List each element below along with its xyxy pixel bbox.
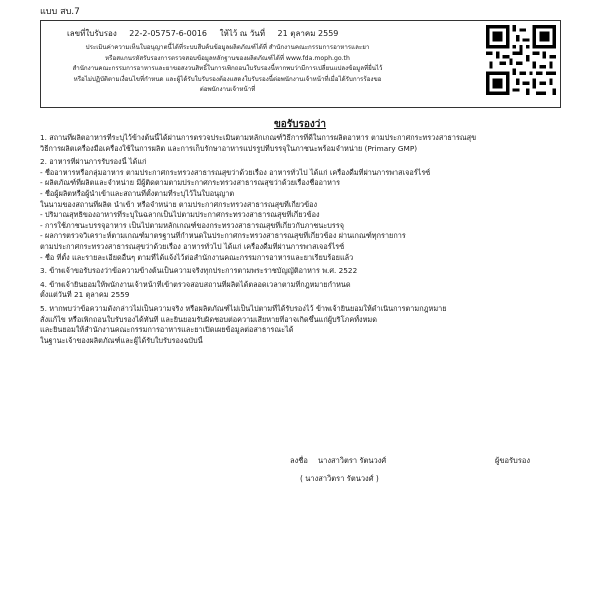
body-line: สั่งแก้ไข หรือเพิกถอนใบรับรองได้ทันที และยินยอมรับผิดชอบต่อความเสียหายที่อาจเกิดขึ้นแก่ผู้บริโภคทั้งหมด [40, 314, 377, 324]
body-line: 4. ข้าพเจ้ายินยอมให้พนักงานเจ้าหน้าที่เข้าตรวจสอบสถานที่ผลิตได้ตลอดเวลาตามที่กฎหมายกำหนด [40, 279, 351, 289]
header-note: ประเมินค่าความเห็นใบอนุญาตนี้ได้ที่ระบบสืบค้นข้อมูลผลิตภัณฑ์ได้ที่ สำนักงานคณะกรรมการอาหารและยา [85, 44, 370, 51]
body-line: - การใช้ภาชนะบรรจุอาหาร เป็นไปตามหลักเกณฑ์ของกระทรวงสาธารณสุขที่เกี่ยวกับภาชนะบรรจุ [40, 220, 345, 230]
body-line: - ผลิตภัณฑ์ที่ผลิตและจำหน่าย มีผู้ติดตามตามประกาศกระทรวงสาธารณสุขว่าด้วยเรื่องชื่ออาหาร [40, 178, 340, 188]
issue-date: 21 ตุลาคม 2559 [277, 29, 339, 38]
certificate-header-box [40, 20, 561, 108]
body-line: ตามประกาศกระทรวงสาธารณสุขว่าด้วยเรื่อง อาหารทั่วไป ได้แก่ เครื่องดื่มที่ผ่านการพาสเจอร์ไรซ์ [40, 241, 345, 251]
body-line: ตั้งแต่วันที่ 21 ตุลาคม 2559 [40, 290, 130, 300]
body-line: 1. สถานที่ผลิตอาหารที่ระบุไว้ข้างต้นนี้ได้ผ่านการตรวจประเมินตามหลักเกณฑ์วิธีการที่ดีในการผลิตอาหาร ตามประกาศกระทรวงสาธารณสุข [40, 133, 477, 142]
body-line: - ปริมาณสุทธิของอาหารที่ระบุในฉลากเป็นไปตามประกาศกระทรวงสาธารณสุขที่เกี่ยวข้อง [40, 210, 320, 220]
body-line: - ชื่อผู้ผลิตหรือผู้นำเข้าและสถานที่ตั้งตามที่ระบุไว้ในใบอนุญาต [40, 188, 235, 198]
body-line: - ชื่ออาหารหรือกลุ่มอาหาร ตามประกาศกระทรวงสาธารณสุขว่าด้วยเรื่อง อาหารทั่วไป ได้แก่ เครื่องดื่มที่ผ่านการพาสเจอร์ไรซ์ [40, 167, 431, 177]
header-note: สำนักงานคณะกรรมการอาหารและยาขอสงวนสิทธิ์ในการเพิกถอนใบรับรองนี้หากพบว่ามีการเปลี่ยนแปลงข้อมูลที่ยื่นไว้ [72, 65, 383, 72]
document-title: ขอรับรองว่า [273, 119, 327, 130]
body-line: 5. หากพบว่าข้อความดังกล่าวไม่เป็นความจริง หรือผลิตภัณฑ์ไม่เป็นไปตามที่ได้รับรองไว้ ข้าพเจ้ายินยอมให้ดำเนินการตามกฎหมาย [40, 303, 447, 313]
body-line: - ผลการตรวจวิเคราะห์ตามเกณฑ์มาตรฐานที่กำหนดในประกาศกระทรวงสาธารณสุขที่เกี่ยวข้อง ผ่านเกณฑ์ทุกรายการ [40, 231, 406, 241]
header-notes [45, 43, 410, 96]
body-line: ในฐานะเจ้าของผลิตภัณฑ์และผู้ได้รับใบรับรองฉบับนี้ [40, 335, 203, 345]
body-line: 2. อาหารที่ผ่านการรับรองนี้ ได้แก่ [40, 157, 147, 167]
doc-label: เลขที่ใบรับรอง [67, 29, 117, 38]
header-note: หรือสแกนรหัสรับรองการตรวจสอบข้อมูลหลักฐานของผลิตภัณฑ์ได้ที่ www.fda.moph.go.th [105, 54, 350, 62]
header-note: หรือไม่ปฏิบัติตามเงื่อนไขที่กำหนด และผู้ได้รับใบรับรองต้องแสดงใบรับรองนี้ต่อพนักงานเจ้าหน้าที่เมื่อได้รับการร้องขอ [73, 75, 382, 83]
body-line: และยินยอมให้สำนักงานคณะกรรมการอาหารและยาเปิดเผยข้อมูลต่อสาธารณะได้ [40, 325, 294, 335]
body-line: 3. ข้าพเจ้าขอรับรองว่าข้อความข้างต้นเป็นความจริงทุกประการตามพระราชบัญญัติอาหาร พ.ศ. 2522 [40, 266, 358, 276]
header-note: ต่อพนักงานเจ้าหน้าที่ [199, 86, 256, 93]
certificate-body [40, 133, 565, 346]
issue-label: ให้ไว้ ณ วันที่ [219, 29, 265, 38]
form-code: แบบ สบ.7 [40, 7, 80, 17]
signer-name-parenthesized: ( นางสาวิตรา รัตนวงศ์ ) [300, 474, 379, 483]
signer-role: ผู้ขอรับรอง [495, 456, 531, 465]
signature-prefix: ลงชื่อ [290, 456, 308, 465]
body-line: ในนามของสถานที่ผลิต นำเข้า หรือจำหน่าย ตามประกาศกระทรวงสาธารณสุขที่เกี่ยวข้อง [40, 199, 318, 209]
license-row [67, 27, 348, 40]
signer-name: นางสาวิตรา รัตนวงศ์ [318, 456, 387, 465]
qr-code-icon [486, 25, 556, 95]
body-line: วิธีการผลิตเครื่องมือเครื่องใช้ในการผลิต และการเก็บรักษาอาหารแปรรูปที่บรรจุในภาชนะพร้อมจำหน่าย (Primary GMP) [40, 143, 418, 153]
body-line: - ชื่อ ที่ตั้ง และรายละเอียดอื่นๆ ตามที่ได้แจ้งไว้ต่อสำนักงานคณะกรรมการอาหารและยาเรียบร้อยแล้ว [40, 252, 354, 262]
license-number: 22-2-05757-6-0016 [129, 29, 208, 38]
